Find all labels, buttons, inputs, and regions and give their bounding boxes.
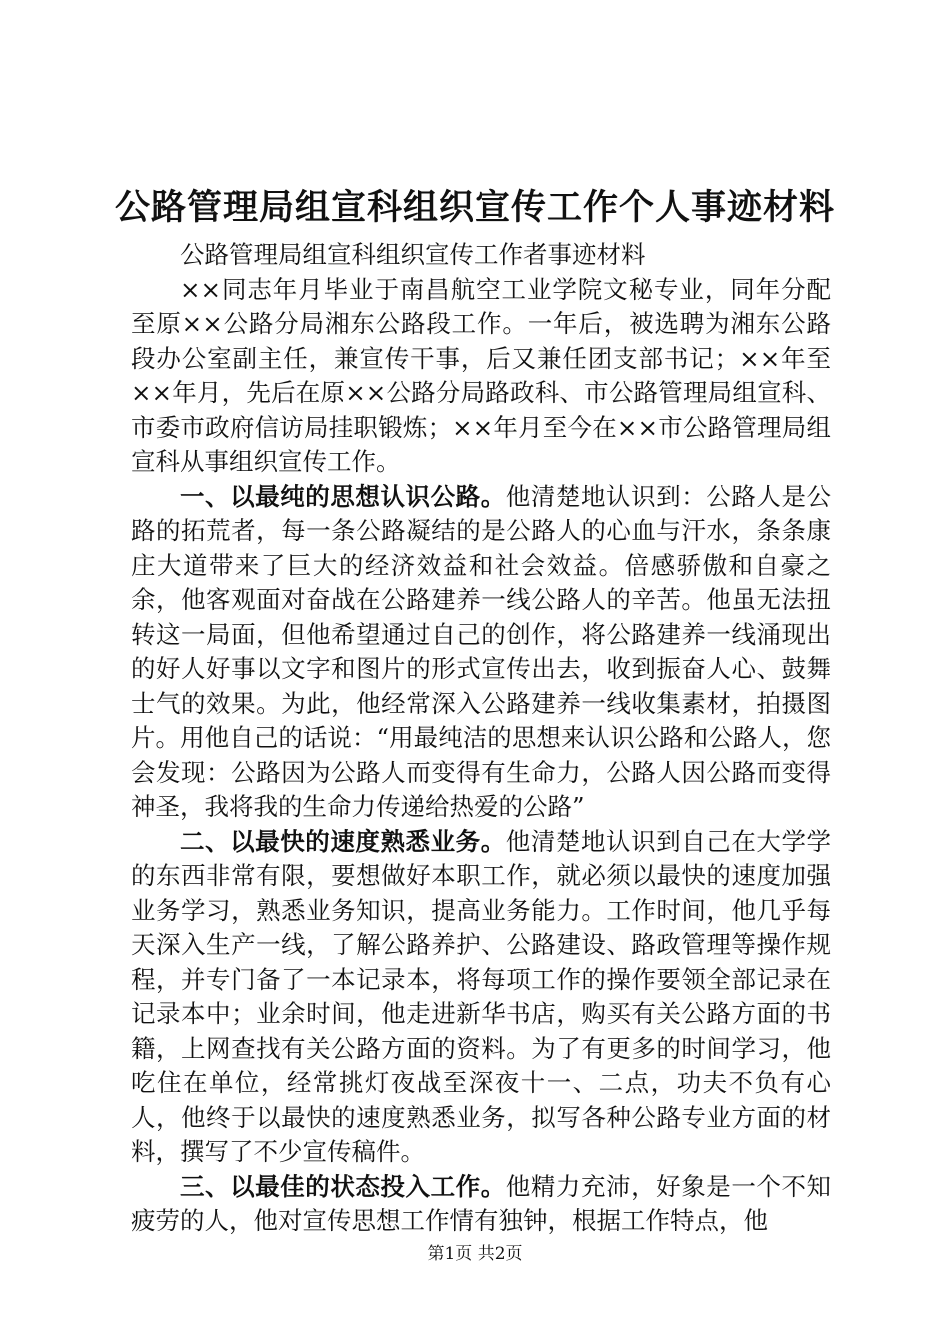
page-number-footer: 第1页 共2页 xyxy=(427,1244,523,1264)
section-paragraph xyxy=(131,825,831,1170)
section-heading: 三、以最佳的状态投入工作。 xyxy=(180,1171,506,1201)
subtitle-paragraph: 公路管理局组宣科组织宣传工作者事迹材料 xyxy=(180,240,646,269)
document-title: 公路管理局组宣科组织宣传工作个人事迹材料 xyxy=(114,187,835,228)
section-paragraph xyxy=(131,480,831,825)
section-heading: 二、以最快的速度熟悉业务。 xyxy=(180,826,506,856)
document-body xyxy=(131,238,831,1239)
section-text: 他清楚地认识到自己在大学学的东西非常有限，要想做好本职工作，就必须以最快的速度加强业务学习，熟悉业务知识，提高业务能力。工作时间，他几乎每天深入生产一线，了解公路养护、公路建设、路政管理等操作规程，并专门备了一本记录本，将每项工作的操作要领全部记录在记录本中；业余时间，他走进新华书店，购买有关公路方面的书籍，上网查找有关公路方面的资料。为了有更多的时间学习，他吃住在单位，经常挑灯夜战至深夜十一、二点，功夫不负有心人，他终于以最快的速度熟悉业务，拟写各种公路专业方面的材料，撰写了不少宣传稿件。 xyxy=(131,826,831,1166)
section-heading: 一、以最纯的思想认识公路。 xyxy=(180,481,506,511)
intro-paragraph: ××同志年月毕业于南昌航空工业学院文秘专业，同年分配至原××公路分局湘东公路段工作。一年后，被选聘为湘东公路段办公室副主任，兼宣传干事，后又兼任团支部书记；××年至××年月，先后在原××公路分局路政科、市公路管理局组宣科、市委市政府信访局挂职锻炼；××年月至今在××市公路管理局组宣科从事组织宣传工作。 xyxy=(131,274,831,476)
section-text: 他清楚地认识到：公路人是公路的拓荒者，每一条公路凝结的是公路人的心血与汗水，条条康庄大道带来了巨大的经济效益和社会效益。倍感骄傲和自豪之余，他客观面对奋战在公路建养一线公路人的辛苦。他虽无法扭转这一局面，但他希望通过自己的创作，将公路建养一线涌现出的好人好事以文字和图片的形式宣传出去，收到振奋人心、鼓舞士气的效果。为此，他经常深入公路建养一线收集素材，拍摄图片。用他自己的话说：“用最纯洁的思想来认识公路和公路人，您会发现：公路因为公路人而变得有生命力，公路人因公路而变得神圣，我将我的生命力传递给热爱的公路” xyxy=(131,481,831,821)
section-text: 他精力充沛，好象是一个不知疲劳的人，他对宣传思想工作情有独钟，根据工作特点，他 xyxy=(131,1171,831,1235)
section-paragraph xyxy=(131,1170,831,1239)
